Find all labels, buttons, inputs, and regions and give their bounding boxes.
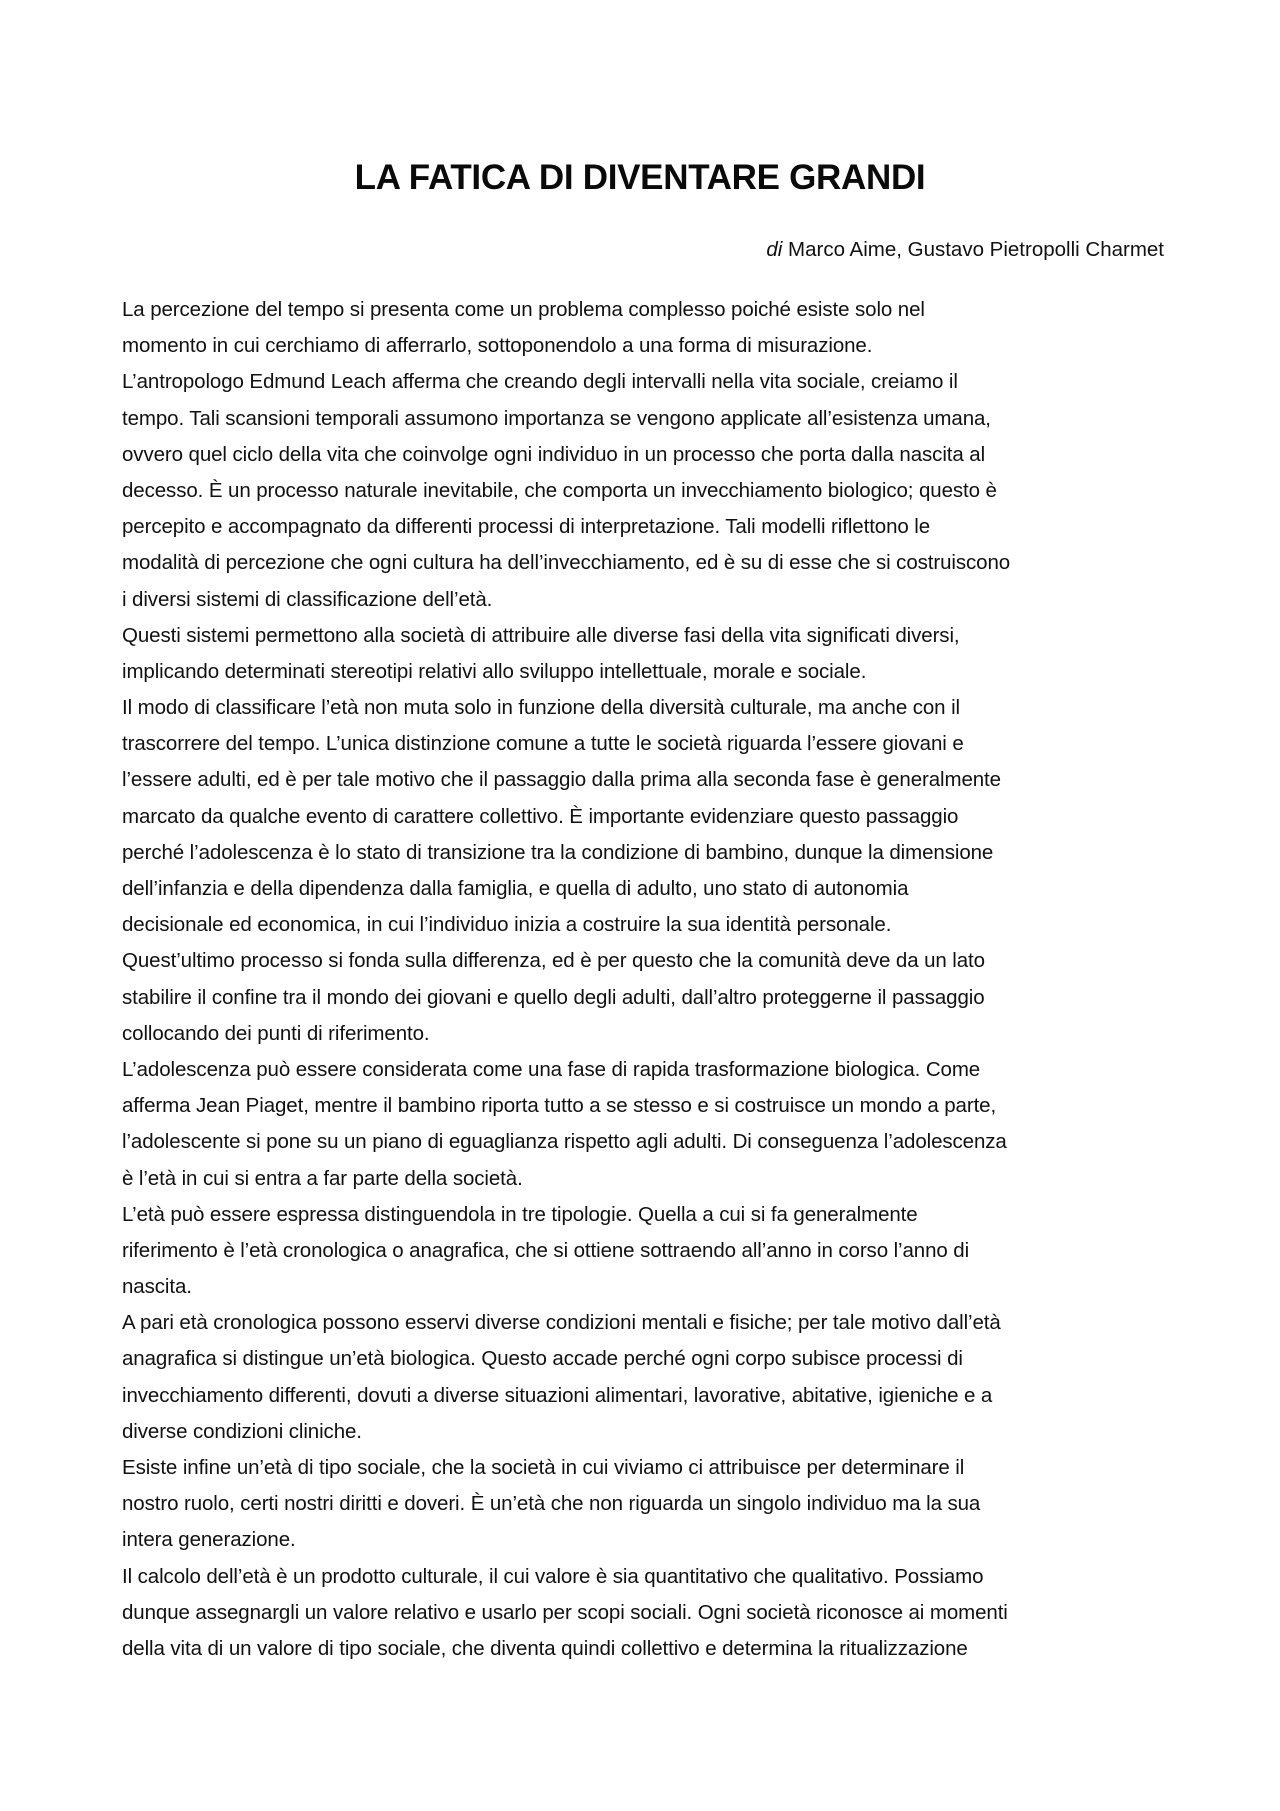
text-line: Quest’ultimo processo si fonda sulla differenza, ed è per questo che la comunità deve da un lato xyxy=(122,949,985,973)
text-line: percepito e accompagnato da differenti processi di interpretazione. Tali modelli riflettono le xyxy=(122,515,931,539)
text-line: Esiste infine un’età di tipo sociale, che la società in cui viviamo ci attribuisce per determinare il xyxy=(122,1456,965,1479)
text-line: i diversi sistemi di classificazione dell’età. xyxy=(122,587,493,611)
text-line: dunque assegnargli un valore relativo e usarlo per scopi sociali. Ogni società riconosce ai momenti xyxy=(122,1600,1008,1624)
text-line: implicando determinati stereotipi relativi allo sviluppo intellettuale, morale e sociale. xyxy=(122,659,867,683)
text-line: Il modo di classificare l’età non muta solo in funzione della diversità culturale, ma anche con il xyxy=(122,696,960,720)
text-line: è l’età in cui si entra a far parte della società. xyxy=(122,1166,523,1190)
text-line: decisionale ed economica, in cui l’individuo inizia a costruire la sua identità personale. xyxy=(122,913,892,937)
text-line: Il calcolo dell’età è un prodotto culturale, il cui valore è sia quantitativo che qualitativo. Possiamo xyxy=(122,1564,984,1588)
text-line: l’adolescente si pone su un piano di eguaglianza rispetto agli adulti. Di conseguenza l’adolescenza xyxy=(122,1130,1007,1154)
text-line: L’adolescenza può essere considerata come una fase di rapida trasformazione biologica. Come xyxy=(122,1057,981,1081)
text-line: diverse condizioni cliniche. xyxy=(122,1419,362,1443)
text-line: intera generazione. xyxy=(122,1528,296,1552)
text-line: dell’infanzia e della dipendenza dalla famiglia, e quella di adulto, uno stato di autonomia xyxy=(122,877,909,900)
text-line: perché l’adolescenza è lo stato di transizione tra la condizione di bambino, dunque la dimensione xyxy=(122,840,994,864)
byline-prefix: di xyxy=(766,238,783,261)
text-line: L’antropologo Edmund Leach afferma che creando degli intervalli nella vita sociale, creiamo il xyxy=(122,370,958,394)
text-line: stabilire il confine tra il mondo dei giovani e quello degli adulti, dall’altro proteggerne il passaggio xyxy=(122,985,985,1009)
body-text xyxy=(122,292,1170,1667)
text-line: afferma Jean Piaget, mentre il bambino riporta tutto a se stesso e si costruisce un mondo a parte, xyxy=(122,1094,997,1118)
text-line: collocando dei punti di riferimento. xyxy=(122,1021,430,1045)
text-line: della vita di un valore di tipo sociale, che diventa quindi collettivo e determina la ritualizzazione xyxy=(122,1636,968,1660)
text-line: anagrafica si distingue un’età biologica. Questo accade perché ogni corpo subisce processi di xyxy=(122,1347,963,1371)
text-line: nostro ruolo, certi nostri diritti e doveri. È un’età che non riguarda un singolo individuo ma la sua xyxy=(122,1492,981,1516)
text-line: invecchiamento differenti, dovuti a diverse situazioni alimentari, lavorative, abitative, igieniche e a xyxy=(122,1383,993,1407)
text-line: riferimento è l’età cronologica o anagrafica, che si ottiene sottraendo all’anno in corso l’anno di xyxy=(122,1238,970,1262)
text-line: decesso. È un processo naturale inevitabile, che comporta un invecchiamento biologico; questo è xyxy=(122,478,997,502)
text-line: marcato da qualche evento di carattere collettivo. È importante evidenziare questo passaggio xyxy=(122,804,959,828)
text-line: ovvero quel ciclo della vita che coinvolge ogni individuo in un processo che porta dalla nascita al xyxy=(122,442,986,466)
text-line: A pari età cronologica possono esservi diverse condizioni mentali e fisiche; per tale motivo dall’età xyxy=(122,1311,1001,1335)
document-title: LA FATICA DI DIVENTARE GRANDI xyxy=(354,158,926,197)
text-line: momento in cui cerchiamo di afferrarlo, sottoponendolo a una forma di misurazione. xyxy=(122,334,873,358)
byline xyxy=(766,238,1164,262)
byline-authors: Marco Aime, Gustavo Pietropolli Charmet xyxy=(788,238,1164,261)
text-line: l’essere adulti, ed è per tale motivo che il passaggio dalla prima alla seconda fase è generalmente xyxy=(122,768,1001,792)
text-line: modalità di percezione che ogni cultura ha dell’invecchiamento, ed è su di esse che si costruiscono xyxy=(122,551,1011,575)
text-line: La percezione del tempo si presenta come un problema complesso poiché esiste solo nel xyxy=(122,298,925,321)
text-line: Questi sistemi permettono alla società di attribuire alle diverse fasi della vita significati diversi, xyxy=(122,623,960,647)
text-line: L’età può essere espressa distinguendola in tre tipologie. Quella a cui si fa generalmente xyxy=(122,1202,918,1226)
text-line: tempo. Tali scansioni temporali assumono importanza se vengono applicate all’esistenza umana, xyxy=(122,406,991,430)
text-line: trascorrere del tempo. L’unica distinzione comune a tutte le società riguarda l’essere giovani e xyxy=(122,732,964,756)
text-line: nascita. xyxy=(122,1275,192,1299)
